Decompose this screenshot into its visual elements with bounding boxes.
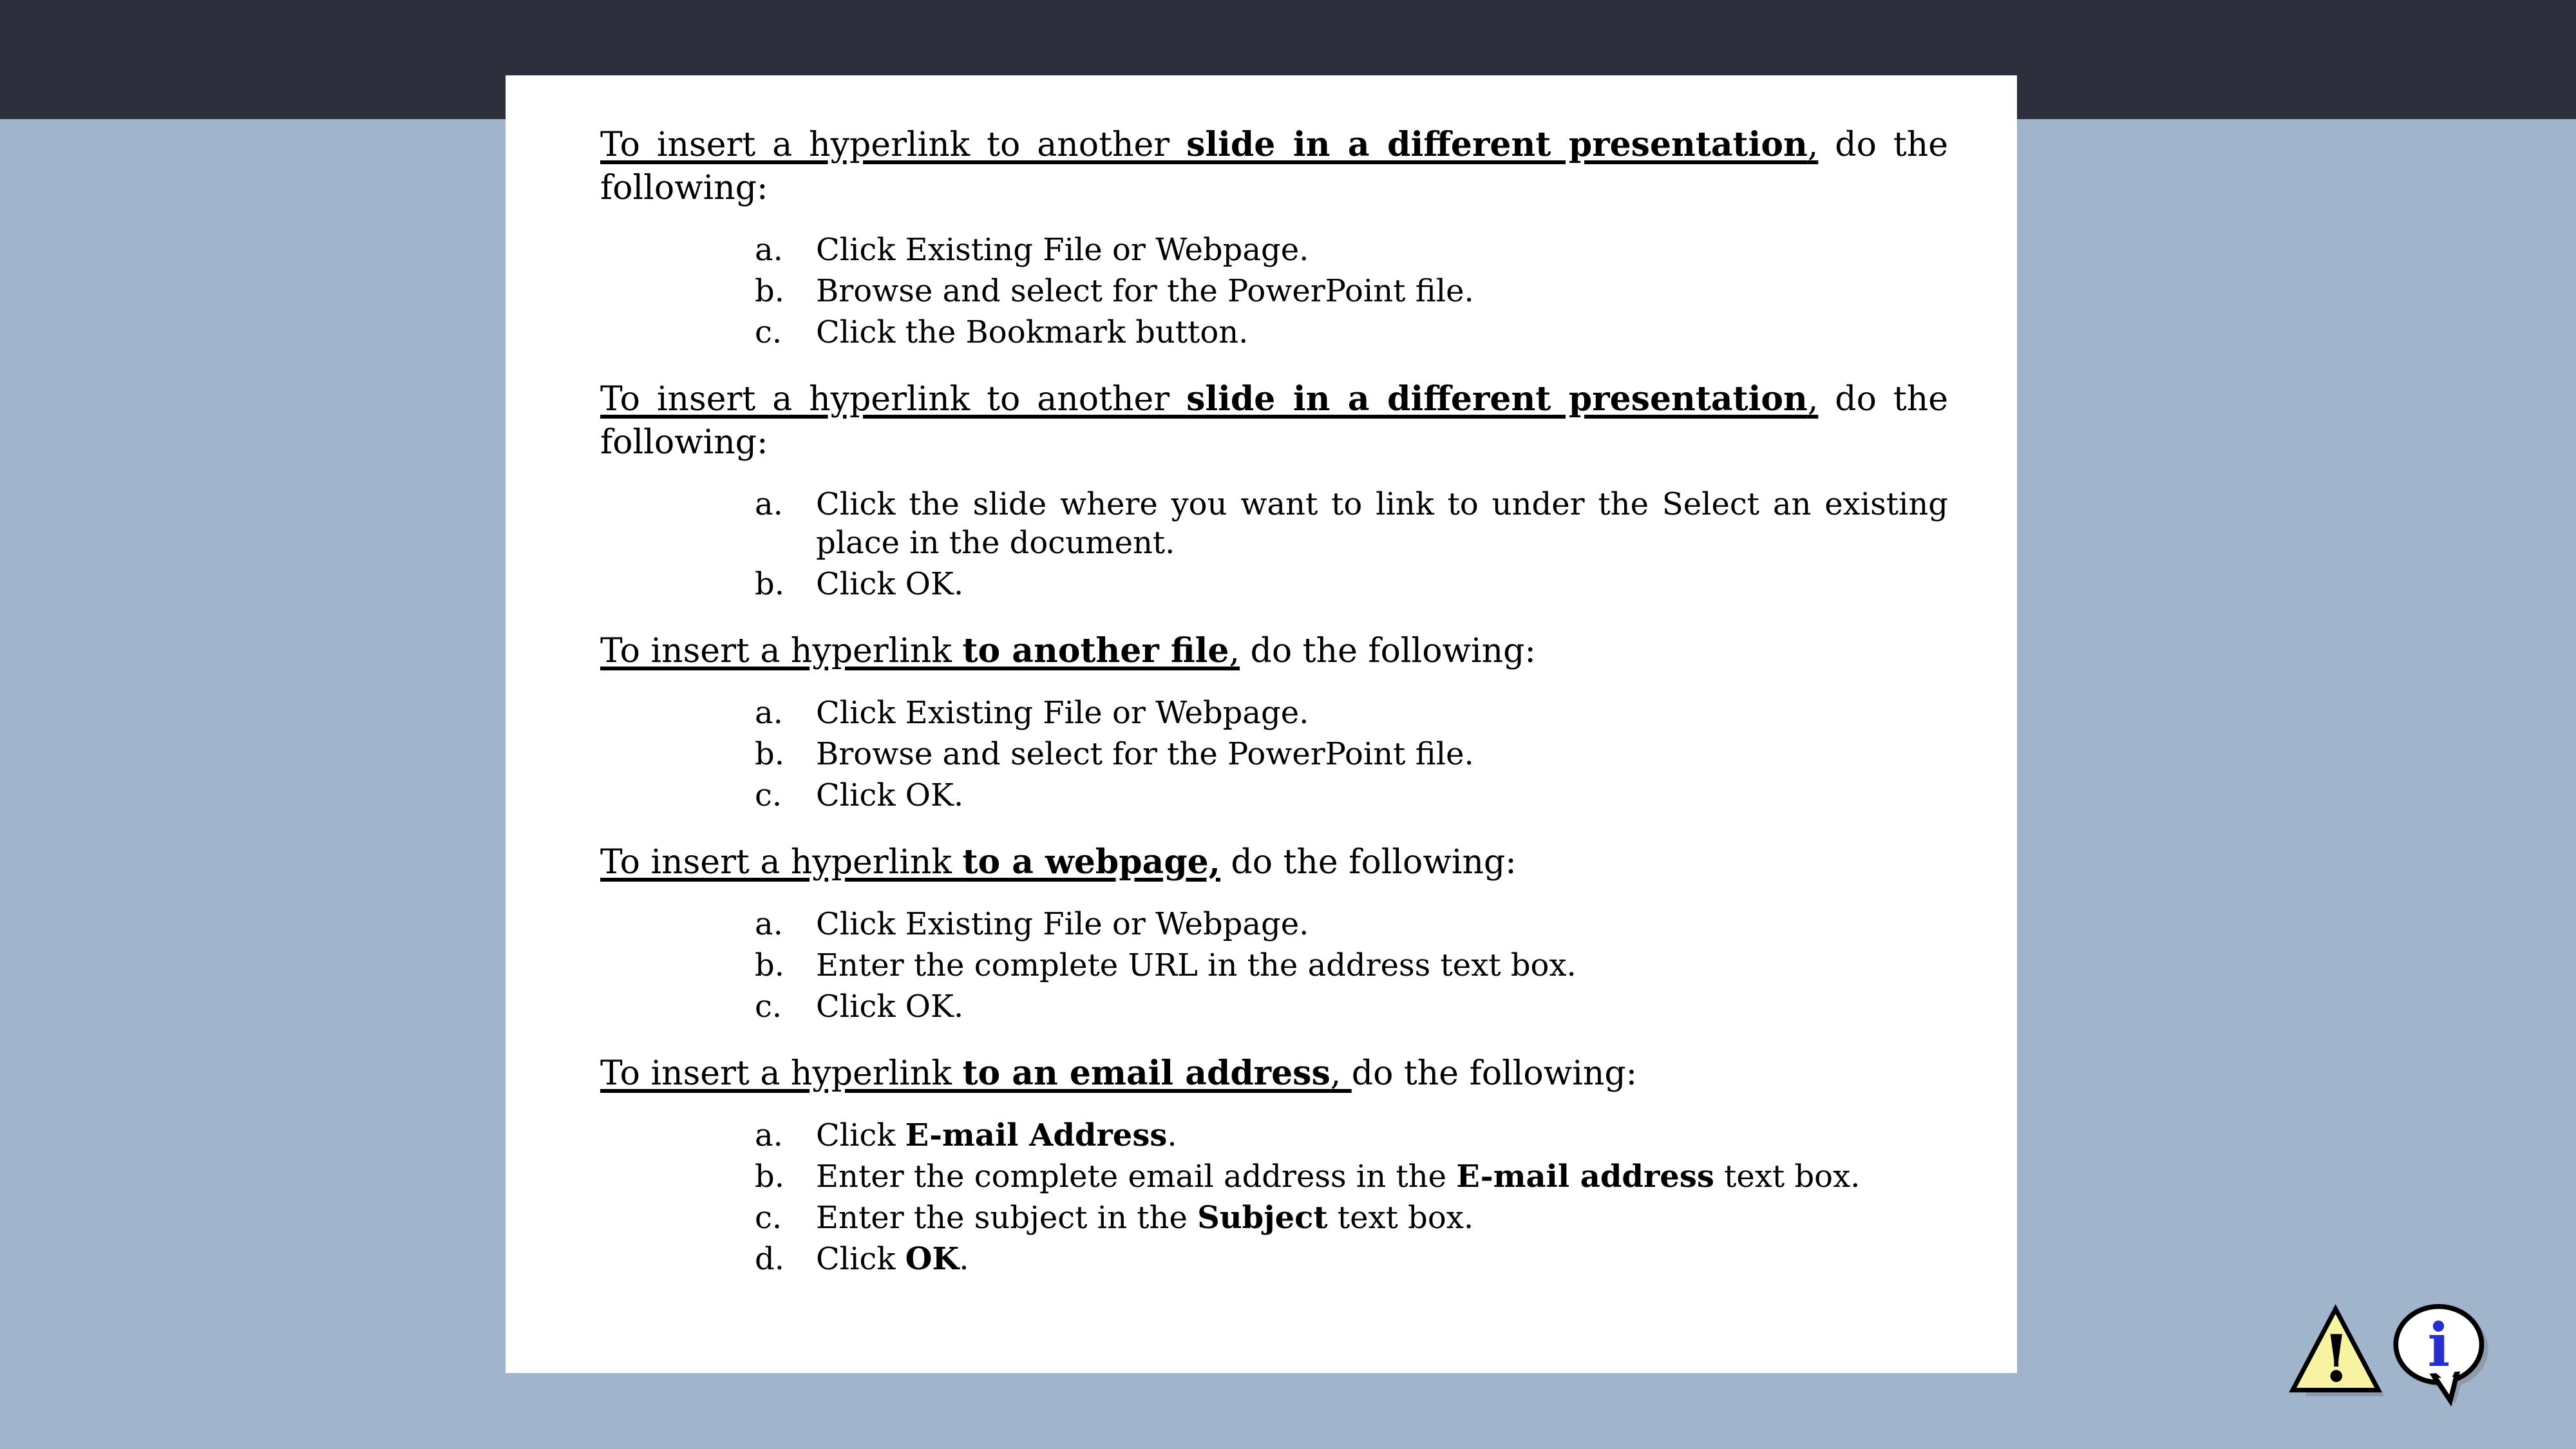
lettered-list [600,231,1948,352]
list-item-marker: b. [755,947,784,983]
item-text-segment: . [1167,1117,1177,1153]
item-text-segment: . [959,1241,969,1277]
heading-segment: to another file [962,631,1229,670]
item-text-segment: Click OK. [816,989,964,1025]
heading-segment: To insert a hyperlink [600,1054,963,1093]
item-text-segment: Click [816,1117,905,1153]
document-content [506,75,2017,1278]
heading-rest: do the following: [600,126,1948,207]
list-item [600,313,1948,352]
heading-segment: to an email address [962,1054,1331,1093]
instruction-section [600,629,1948,815]
list-item [600,565,1948,603]
item-text-segment: E-mail address [1456,1159,1714,1195]
item-text-segment: Enter the complete email address in the [816,1159,1457,1195]
heading-segment: , [1330,1054,1352,1093]
heading-underlined-part [600,380,1818,419]
heading-rest: do the following: [1220,843,1517,882]
heading-segment: To insert a hyperlink to another [600,126,1187,164]
item-text-segment: Click [816,1241,905,1277]
item-text-segment: Click Existing File or Webpage. [816,695,1309,731]
list-item-marker: c. [755,314,782,350]
heading-rest: do the following: [1351,1054,1638,1093]
list-item-marker: a. [755,486,783,522]
heading-segment: slide in a different presentation [1186,125,1808,164]
list-item [600,735,1948,773]
lettered-list [600,905,1948,1026]
info-letter-glyph: i [2427,1309,2450,1380]
list-item [600,694,1948,732]
list-item-marker: b. [755,1159,784,1195]
info-bubble-graphic [2388,1302,2496,1407]
list-item [600,1157,1948,1196]
list-item [600,987,1948,1026]
heading-underlined-part [600,843,1220,882]
document-page [506,75,2017,1373]
list-item-marker: a. [755,1117,783,1153]
section-heading [600,840,1948,884]
item-text-segment: Click the Bookmark button. [816,314,1249,350]
item-text-segment: Click OK. [816,777,964,813]
info-icon[interactable] [2388,1302,2496,1407]
list-item-marker: b. [755,736,784,772]
warning-exclamation-glyph: ! [2322,1320,2351,1397]
heading-segment: , [1807,380,1819,419]
section-heading [600,123,1948,210]
warning-triangle-graphic [2288,1303,2386,1404]
item-text-segment: Enter the complete URL in the address text box. [816,947,1577,983]
heading-segment: , [1229,632,1240,670]
list-item [600,1198,1948,1237]
item-text-segment: Browse and select for the PowerPoint file. [816,736,1474,772]
warning-icon[interactable] [2288,1303,2386,1404]
list-item-marker: b. [755,566,784,602]
section-heading [600,629,1948,673]
list-item [600,946,1948,985]
heading-segment: , [1807,126,1819,164]
item-text-segment: Click the slide where you want to link to under the Select an existing place in the document. [816,486,1948,561]
heading-underlined-part [600,1054,1352,1093]
heading-underlined-part [600,632,1240,670]
lettered-list [600,485,1948,603]
list-item-marker: b. [755,273,784,309]
section-heading [600,377,1948,464]
item-text-segment: text box. [1714,1159,1861,1195]
item-text-segment: OK [905,1241,960,1277]
item-text-segment: text box. [1327,1200,1474,1236]
list-item-marker: c. [755,777,782,813]
heading-rest: do the following: [600,380,1948,462]
heading-segment: to a webpage, [962,842,1220,882]
list-item [600,272,1948,310]
heading-segment: To insert a hyperlink [600,632,963,670]
heading-underlined-part [600,126,1818,164]
instruction-section [600,377,1948,603]
list-item [600,776,1948,815]
list-item [600,485,1948,562]
lettered-list [600,1116,1948,1278]
list-item [600,1116,1948,1155]
instruction-section [600,123,1948,352]
instruction-section [600,840,1948,1026]
list-item-marker: c. [755,1200,782,1236]
heading-segment: To insert a hyperlink to another [600,380,1187,419]
heading-rest: do the following: [1240,632,1536,670]
item-text-segment: Click OK. [816,566,964,602]
list-item [600,905,1948,943]
lettered-list [600,694,1948,815]
item-text-segment: Click Existing File or Webpage. [816,906,1309,942]
list-item-marker: c. [755,989,782,1025]
list-item [600,1240,1948,1278]
list-item-marker: a. [755,232,783,268]
section-heading [600,1052,1948,1095]
list-item-marker: d. [755,1241,784,1277]
heading-segment: To insert a hyperlink [600,843,963,882]
list-item-marker: a. [755,695,783,731]
item-text-segment: Browse and select for the PowerPoint file. [816,273,1474,309]
heading-segment: slide in a different presentation [1186,379,1808,419]
instruction-section [600,1052,1948,1278]
list-item-marker: a. [755,906,783,942]
item-text-segment: Subject [1197,1200,1328,1236]
list-item [600,231,1948,269]
item-text-segment: Click Existing File or Webpage. [816,232,1309,268]
item-text-segment: E-mail Address [905,1117,1168,1153]
item-text-segment: Enter the subject in the [816,1200,1198,1236]
